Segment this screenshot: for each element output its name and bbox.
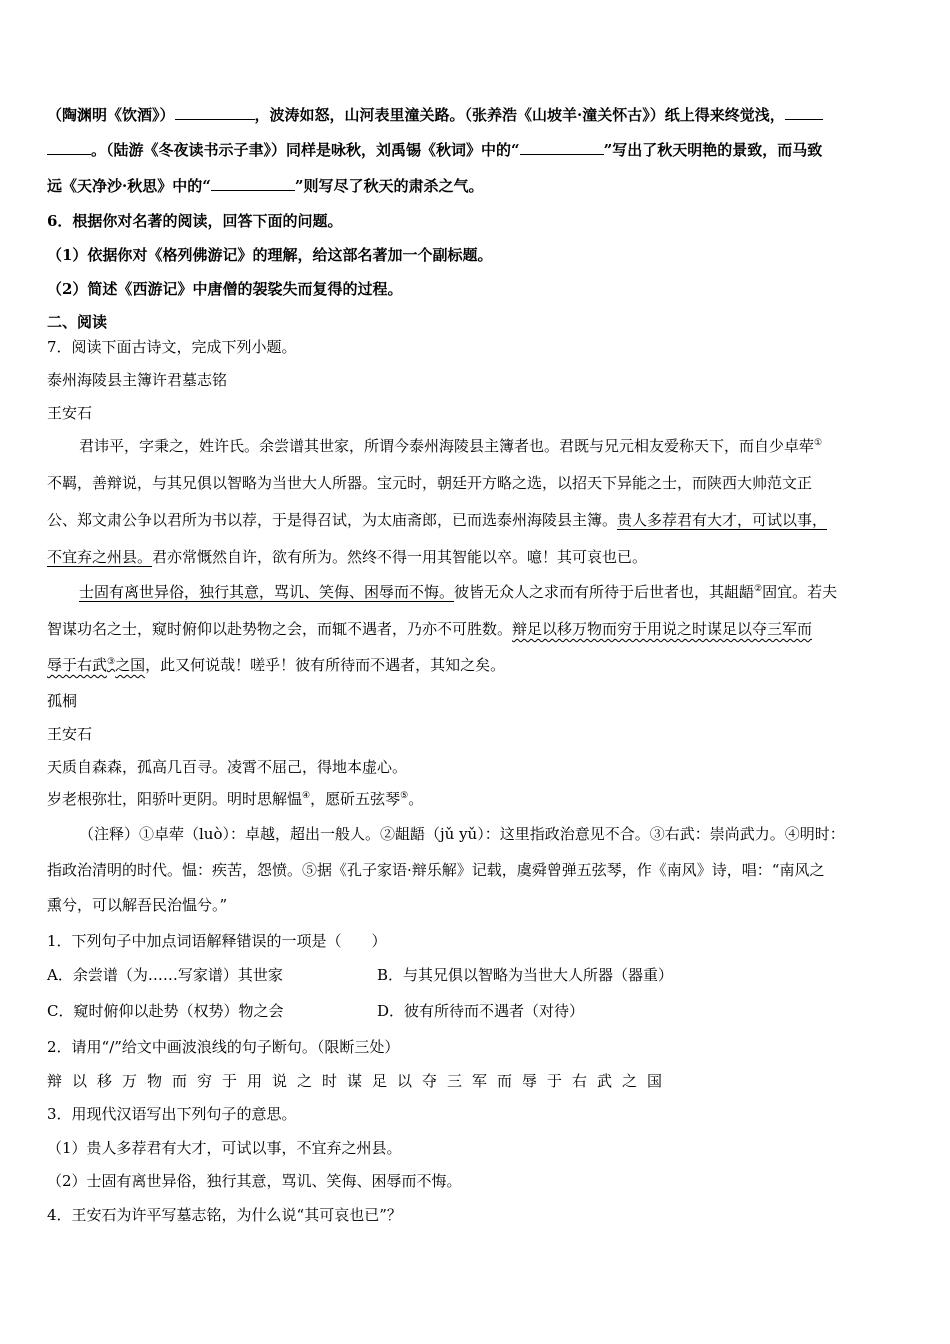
sub-question-1: 1．下列句子中加点词语解释错误的一项是（ ） (47, 932, 387, 950)
question-7-intro: 7．阅读下面古诗文，完成下列小题。 (47, 338, 297, 356)
answer-blank[interactable] (211, 176, 295, 191)
poem-line (47, 788, 423, 810)
sentence-to-punctuate: 辩以移万物而穷于用说之时谋足以夺三军而辱于右武之国 (47, 1072, 673, 1090)
fill-line-3 (47, 175, 484, 197)
passage-text: 公、郑文肃公争以君所为书以荐，于是得召试，为太庙斋郎，已而选泰州海陵县主簿。 (47, 511, 618, 529)
sub-question-4: 4．王安石为许平写墓志铭，为什么说“其可哀也已”？ (47, 1206, 402, 1224)
text1-title: 泰州海陵县主簿许君墓志铭 (47, 371, 228, 389)
sub-question-3-item1: （1）贵人多荐君有大才，可试以事，不宜弃之州县。 (47, 1139, 402, 1157)
question-6-title: 6．根据你对名著的阅读，回答下面的问题。 (47, 212, 343, 230)
notes-line: 指政治清明的时代。愠：疾苦，怨愤。⑤据《孔子家语·辩乐解》记载，虞舜曾弹五弦琴，作《南风》诗，唱：“南风之 (47, 861, 825, 879)
wavy-underlined-sentence: 之国 (115, 656, 146, 674)
wavy-underlined-sentence: 辩足以移万物而穷于用说之时谋足以夺三军而 (512, 620, 813, 638)
option-c[interactable]: C．窥时俯仰以赴势（权势）物之会 (47, 1002, 284, 1020)
passage-text: 彼皆无众人之求而有所待于后世者也，其龃龉 (454, 583, 755, 601)
fill-line-1 (47, 104, 823, 126)
option-b[interactable]: B．与其兄俱以智略为当世大人所器（器重） (377, 966, 674, 984)
underlined-sentence: 贵人多荐君有大才，可试以事， (617, 511, 828, 529)
fill-text: ，波涛如怒，山河表里潼关路。（张养浩《山坡羊·潼关怀古》）纸上得来终觉浅， (254, 106, 785, 124)
underlined-sentence: 不宜弃之州县。 (47, 548, 153, 566)
fill-text: 。（陆游《冬夜读书示子聿》）同样是咏秋，刘禹锡《秋词》中的“ (91, 141, 520, 159)
sub-question-3: 3．用现代汉语写出下列句子的意思。 (47, 1105, 297, 1123)
question-6-sub1: （1）依据你对《格列佛游记》的理解，给这部名著加一个副标题。 (47, 246, 493, 264)
footnote-marker: ⑤ (400, 791, 409, 801)
passage-text: 君亦常慨然自许，欲有所为。然终不得一用其智能以卒。噫！其可哀也已。 (152, 548, 648, 566)
poem-line: 天质自森森，孤高几百寻。凌霄不屈己，得地本虚心。 (47, 758, 408, 776)
passage-line: 不羁，善辩说，与其兄俱以智略为当世大人所器。宝元时，朝廷开方略之选，以招天下异能之士，而陕西大帅范文正 (47, 474, 813, 492)
text2-title: 孤桐 (47, 692, 78, 710)
wavy-underlined-sentence: 辱于右武 (47, 656, 108, 674)
sub-question-3-item2: （2）士固有离世异俗，独行其意，骂讥、笑侮、困辱而不悔。 (47, 1172, 462, 1190)
fill-text: ”写出了秋天明艳的景致，而马致 (603, 141, 823, 159)
answer-blank[interactable] (785, 105, 823, 120)
passage-text: 固宜。若夫 (762, 583, 838, 601)
poem-text: ，愿斫五弦琴 (310, 790, 401, 808)
passage-text: 君讳平，字秉之，姓许氏。余尝谱其世家，所谓今泰州海陵县主簿者也。君既与兄元相友爱称天下，而自少卓荦 (79, 437, 815, 455)
poem-text: 。 (408, 790, 424, 808)
notes-line: （注释）①卓荦（luò）：卓越，超出一般人。②龃龉（jǔ yǔ）：这里指政治意见不合。③右武：崇尚武力。④明时： (79, 825, 845, 843)
sub-question-2: 2．请用“/”给文中画波浪线的句子断句。（限断三处） (47, 1038, 400, 1056)
fill-text: 远《天净沙·秋思》中的“ (47, 177, 211, 195)
option-d[interactable]: D．彼有所待而不遇者（对待） (377, 1002, 585, 1020)
answer-blank[interactable] (520, 140, 604, 155)
footnote-marker: ② (754, 584, 763, 594)
passage-line (47, 654, 505, 676)
fill-text: （陶渊明《饮酒》） (47, 106, 175, 124)
option-a[interactable]: A．余尝谱（为……写家谱）其世家 (47, 966, 283, 984)
footnote-marker: ③ (107, 657, 116, 667)
poem-text: 岁老根弥壮，阳骄叶更阴。明时思解愠 (47, 790, 303, 808)
underlined-sentence: 士固有离世异俗，独行其意，骂讥、笑侮、困辱而不悔。 (79, 583, 455, 601)
passage-text: ，此又何说哉！嗟乎！彼有所待而不遇者，其知之矣。 (145, 656, 506, 674)
text2-author: 王安石 (47, 725, 93, 743)
fill-line-2 (47, 139, 822, 161)
passage-line (47, 509, 827, 531)
passage-line (47, 618, 812, 640)
answer-blank[interactable] (175, 105, 255, 120)
footnote-marker: ④ (302, 791, 311, 801)
question-6-sub2: （2）简述《西游记》中唐僧的袈裟失而复得的过程。 (47, 280, 403, 298)
passage-text: 智谋功名之士，窥时俯仰以赴势物之会，而辄不遇者，乃亦不可胜数。 (47, 620, 513, 638)
passage-line (47, 546, 647, 568)
section-title: 二、阅读 (47, 313, 108, 331)
answer-blank[interactable] (47, 140, 91, 155)
text1-author: 王安石 (47, 404, 93, 422)
passage-line (79, 435, 822, 457)
notes-line: 熏兮，可以解吾民治愠兮。” (47, 896, 228, 914)
footnote-marker: ① (814, 438, 823, 448)
passage-line (79, 581, 837, 603)
fill-text: ”则写尽了秋天的肃杀之气。 (294, 177, 484, 195)
